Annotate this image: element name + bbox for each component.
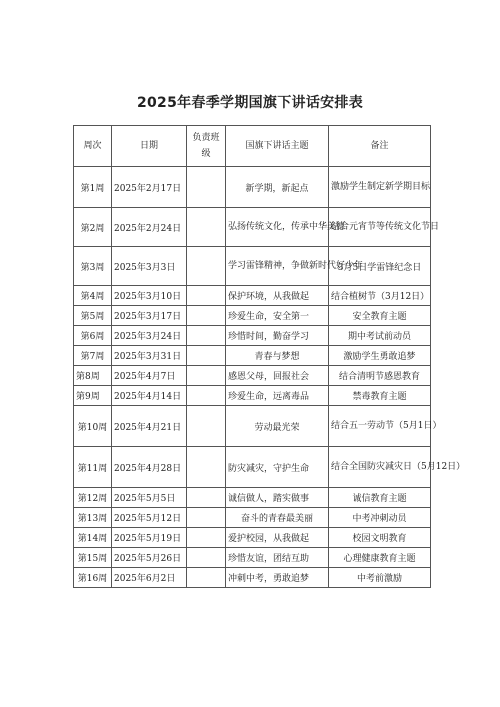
cell-note: 安全教育主题 <box>329 306 431 326</box>
header-note: 备注 <box>329 126 431 167</box>
cell-date: 2025年2月24日 <box>112 208 187 247</box>
cell-date: 2025年3月31日 <box>112 346 187 366</box>
table-row <box>74 306 431 326</box>
cell-class <box>187 167 226 208</box>
cell-topic: 学习雷锋精神，争做新时代好少年 <box>226 247 329 286</box>
cell-class <box>187 286 226 306</box>
header-week: 周次 <box>74 126 112 167</box>
cell-note: 心理健康教育主题 <box>329 548 431 568</box>
cell-class <box>187 488 226 508</box>
cell-date: 2025年5月12日 <box>112 508 187 528</box>
cell-note: 中考前激励 <box>329 568 431 588</box>
cell-topic: 新学期，新起点 <box>226 167 329 208</box>
cell-note: 期中考试前动员 <box>329 326 431 346</box>
cell-date: 2025年4月7日 <box>112 366 187 386</box>
cell-date: 2025年5月19日 <box>112 528 187 548</box>
cell-date: 2025年3月3日 <box>112 247 187 286</box>
cell-week: 第10周 <box>74 406 112 447</box>
cell-topic: 冲刺中考，勇敢追梦 <box>226 568 329 588</box>
cell-class <box>187 548 226 568</box>
cell-topic: 感恩父母，回报社会 <box>226 366 329 386</box>
cell-note: 结合清明节感恩教育 <box>329 366 431 386</box>
cell-note: 激励学生制定新学期目标 <box>329 167 431 208</box>
cell-topic: 爱护校园，从我做起 <box>226 528 329 548</box>
cell-class <box>187 508 226 528</box>
cell-topic: 防灾减灾，守护生命 <box>226 447 329 488</box>
table-row <box>74 488 431 508</box>
cell-topic: 诚信做人，踏实做事 <box>226 488 329 508</box>
table-row <box>74 406 431 447</box>
cell-class <box>187 306 226 326</box>
header-topic: 国旗下讲话主题 <box>226 126 329 167</box>
cell-week: 第7周 <box>74 346 112 366</box>
cell-week: 第4周 <box>74 286 112 306</box>
cell-week: 第8周 <box>74 366 112 386</box>
cell-note: 结合五一劳动节（5月1日） <box>329 406 431 447</box>
cell-week: 第11周 <box>74 447 112 488</box>
table-row <box>74 346 431 366</box>
cell-topic: 珍爱生命，安全第一 <box>226 306 329 326</box>
cell-week: 第5周 <box>74 306 112 326</box>
cell-topic: 珍惜时间，勤奋学习 <box>226 326 329 346</box>
cell-date: 2025年3月10日 <box>112 286 187 306</box>
cell-note: 结合元宵节等传统文化节日 <box>329 208 431 247</box>
cell-class <box>187 386 226 406</box>
cell-topic: 弘扬传统文化，传承中华美德 <box>226 208 329 247</box>
cell-date: 2025年6月2日 <box>112 568 187 588</box>
cell-week: 第16周 <box>74 568 112 588</box>
table-row <box>74 366 431 386</box>
cell-date: 2025年5月26日 <box>112 548 187 568</box>
header-row <box>74 126 431 167</box>
table-row <box>74 548 431 568</box>
table-row <box>74 528 431 548</box>
cell-date: 2025年3月24日 <box>112 326 187 346</box>
cell-week: 第14周 <box>74 528 112 548</box>
cell-week: 第1周 <box>74 167 112 208</box>
schedule-table <box>73 125 466 588</box>
cell-class <box>187 568 226 588</box>
page-title: 2025年春季学期国旗下讲话安排表 <box>136 95 364 111</box>
cell-note: 3月5日学雷锋纪念日 <box>329 247 431 286</box>
table-row <box>74 247 431 286</box>
cell-date: 2025年5月5日 <box>112 488 187 508</box>
table-row <box>74 386 431 406</box>
cell-topic: 珍惜友谊，团结互助 <box>226 548 329 568</box>
header-date: 日期 <box>112 126 187 167</box>
table-row <box>74 326 431 346</box>
table-row <box>74 568 431 588</box>
cell-note: 结合全国防灾减灾日（5月12日） <box>329 447 431 488</box>
cell-date: 2025年2月17日 <box>112 167 187 208</box>
cell-date: 2025年4月28日 <box>112 447 187 488</box>
cell-week: 第12周 <box>74 488 112 508</box>
cell-note: 校园文明教育 <box>329 528 431 548</box>
table-row <box>74 286 431 306</box>
header-class: 负责班级 <box>187 126 226 167</box>
cell-week: 第9周 <box>74 386 112 406</box>
cell-week: 第13周 <box>74 508 112 528</box>
table-row <box>74 167 431 208</box>
cell-class <box>187 406 226 447</box>
cell-topic: 珍爱生命，远离毒品 <box>226 386 329 406</box>
cell-date: 2025年4月14日 <box>112 386 187 406</box>
cell-class <box>187 208 226 247</box>
cell-week: 第6周 <box>74 326 112 346</box>
table-row <box>74 508 431 528</box>
cell-note: 中考冲刺动员 <box>329 508 431 528</box>
cell-topic: 劳动最光荣 <box>226 406 329 447</box>
cell-topic: 青春与梦想 <box>226 346 329 366</box>
cell-date: 2025年3月17日 <box>112 306 187 326</box>
cell-note: 结合植树节（3月12日） <box>329 286 431 306</box>
cell-class <box>187 326 226 346</box>
cell-topic: 保护环境，从我做起 <box>226 286 329 306</box>
cell-class <box>187 447 226 488</box>
cell-topic: 奋斗的青春最美丽 <box>226 508 329 528</box>
cell-note: 诚信教育主题 <box>329 488 431 508</box>
table-row <box>74 447 431 488</box>
cell-class <box>187 247 226 286</box>
cell-week: 第15周 <box>74 548 112 568</box>
cell-class <box>187 366 226 386</box>
table-row <box>74 208 431 247</box>
cell-class <box>187 346 226 366</box>
cell-note: 禁毒教育主题 <box>329 386 431 406</box>
cell-week: 第2周 <box>74 208 112 247</box>
cell-class <box>187 528 226 548</box>
cell-date: 2025年4月21日 <box>112 406 187 447</box>
cell-week: 第3周 <box>74 247 112 286</box>
cell-note: 激励学生勇敢追梦 <box>329 346 431 366</box>
